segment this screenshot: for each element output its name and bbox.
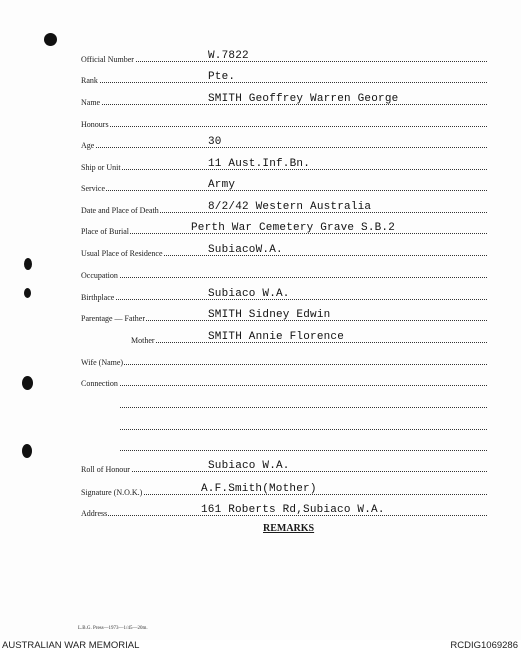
field-value: Perth War Cemetery Grave S.B.2 (191, 222, 396, 234)
field-label: Official Number (81, 55, 134, 64)
field-label: Birthplace (81, 293, 115, 302)
field-value: A.F.Smith(Mother) (201, 483, 317, 495)
field-label: Date and Place of Death (81, 206, 159, 215)
field-value: Subiaco W.A. (208, 288, 290, 300)
field-burial (81, 220, 487, 236)
field-label: Roll of Honour (81, 465, 130, 474)
field-value: 11 Aust.Inf.Bn. (208, 158, 311, 170)
field-official-number (81, 48, 487, 64)
field-value: Army (208, 179, 236, 191)
field-value: 8/2/42 Western Australia (208, 201, 372, 213)
printer-imprint: L.B.G. Press—1973—1/45—20m. (78, 626, 148, 631)
field-label: Parentage — Father (81, 314, 145, 323)
field-label: Service (81, 184, 105, 193)
field-value: Subiaco W.A. (208, 460, 290, 472)
field-ship-or-unit (81, 156, 487, 172)
field-label: Age (81, 141, 95, 150)
field-service (81, 177, 487, 193)
field-name (81, 91, 487, 107)
field-label: Address (81, 509, 108, 518)
field-residence (81, 242, 487, 258)
field-label: Usual Place of Residence (81, 249, 163, 258)
field-label: Place of Burial (81, 227, 129, 236)
field-connection (81, 372, 487, 388)
field-value: SMITH Annie Florence (208, 331, 345, 343)
field-birthplace (81, 286, 487, 302)
connection-continuation-line (120, 406, 487, 408)
punch-hole (24, 258, 32, 270)
field-label: Connection (81, 379, 118, 388)
field-age (81, 134, 487, 150)
field-value: Pte. (208, 71, 236, 83)
field-value: 30 (208, 136, 222, 148)
field-value: SMITH Sidney Edwin (208, 309, 331, 321)
field-label: Honours (81, 120, 109, 129)
connection-continuation-line (120, 449, 487, 451)
field-father (81, 307, 487, 323)
field-label: Rank (81, 76, 98, 85)
record-id: RCDIG1069286 (450, 640, 518, 651)
punch-hole (24, 288, 31, 298)
field-value: SMITH Geoffrey Warren George (208, 93, 399, 105)
field-mother (81, 329, 487, 345)
field-value: 161 Roberts Rd,Subiaco W.A. (201, 504, 385, 516)
connection-continuation-line (120, 428, 487, 430)
field-label: Mother (131, 336, 155, 345)
field-label: Ship or Unit (81, 163, 121, 172)
field-honours (81, 113, 487, 129)
field-rank (81, 69, 487, 85)
field-label: Name (81, 98, 101, 107)
field-label: Wife (Name) (81, 358, 124, 367)
field-address (81, 502, 487, 518)
punch-hole (44, 33, 57, 46)
field-signature (81, 481, 487, 497)
field-roll-of-honour (81, 458, 487, 474)
punch-hole (22, 376, 33, 390)
punch-hole (22, 444, 32, 458)
field-label: Occupation (81, 271, 118, 280)
field-wife (81, 351, 487, 367)
field-death (81, 199, 487, 215)
field-occupation (81, 264, 487, 280)
field-value: W.7822 (208, 50, 249, 62)
archive-footer (0, 641, 521, 653)
field-label: Signature (N.O.K.) (81, 488, 143, 497)
archive-name: AUSTRALIAN WAR MEMORIAL (2, 640, 140, 651)
remarks-heading: REMARKS (263, 523, 315, 534)
field-value: SubiacoW.A. (208, 244, 283, 256)
